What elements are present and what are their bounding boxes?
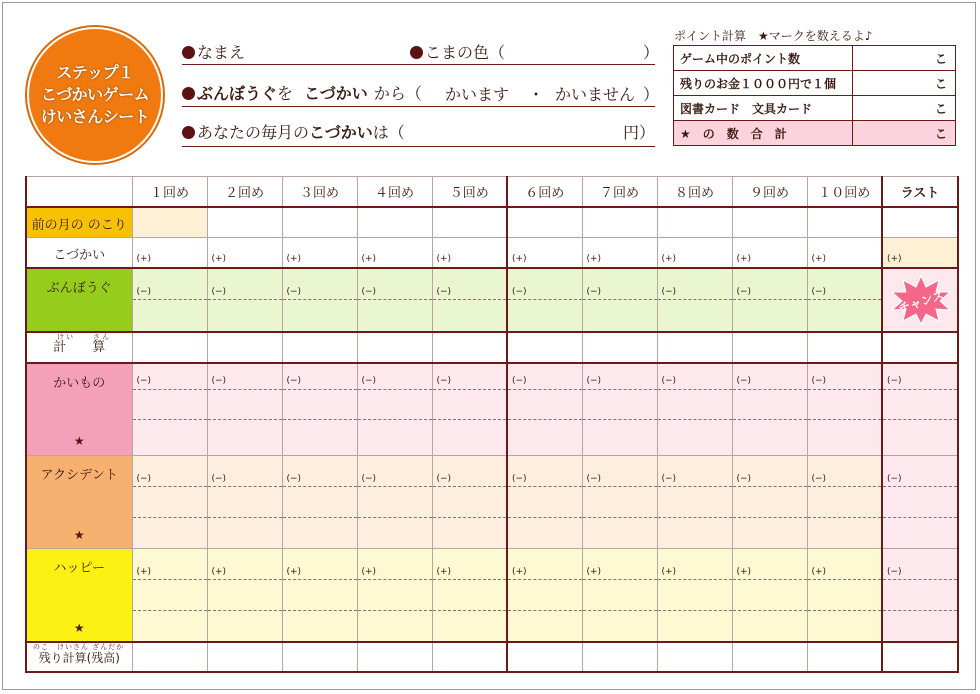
dashed-line: [883, 610, 957, 611]
points-row: [674, 71, 956, 96]
dashed-line: [208, 579, 282, 580]
dashed-line: [658, 419, 732, 420]
dashed-line: [433, 419, 507, 420]
dashed-line: [883, 486, 957, 487]
dashed-line: [808, 610, 882, 611]
calculation-cell[interactable]: [732, 332, 807, 363]
accident-cell[interactable]: [432, 456, 507, 549]
points-value[interactable]: こ: [853, 71, 956, 96]
title-line-2: こづかいゲーム: [40, 85, 150, 104]
sign-mark: (+): [286, 254, 302, 264]
sign-mark: (−): [736, 376, 752, 386]
points-value[interactable]: こ: [853, 46, 956, 71]
sign-mark: (+): [436, 567, 452, 577]
divider: [182, 146, 655, 147]
calculation-cell[interactable]: [207, 332, 282, 363]
dashed-line: [208, 517, 282, 518]
stationery-cell[interactable]: [582, 268, 657, 332]
shopping-cell[interactable]: [657, 363, 732, 456]
bullet-icon: [410, 46, 423, 59]
calculation-cell[interactable]: [432, 332, 507, 363]
dashed-line: [733, 299, 807, 300]
dashed-line: [883, 517, 957, 518]
title-line-3: けいさんシート: [40, 107, 150, 126]
prev-remaining-cell[interactable]: [507, 207, 582, 238]
remaining-balance-cell[interactable]: [807, 642, 882, 672]
points-label: 残りのお金１０００円で１個: [674, 71, 853, 96]
allowance-word: こづかい: [309, 123, 373, 142]
dashed-line: [808, 419, 882, 420]
monthly-open: は（: [372, 123, 405, 142]
sign-mark: (−): [286, 287, 302, 297]
happy-cell[interactable]: [132, 549, 207, 643]
calculation-label: けい さん 計 算: [26, 332, 132, 363]
sign-mark: (−): [436, 287, 452, 297]
piece-color-label: こまの色（: [425, 43, 506, 62]
shopping-cell[interactable]: [882, 363, 958, 456]
corner-cell: [26, 177, 132, 208]
remaining-balance-cell[interactable]: [357, 642, 432, 672]
remaining-balance-cell[interactable]: [732, 642, 807, 672]
allowance-cell[interactable]: [432, 238, 507, 269]
sign-mark: (−): [887, 567, 902, 577]
shopping-cell[interactable]: [432, 363, 507, 456]
sign-mark: (−): [811, 287, 827, 297]
allowance-cell[interactable]: [357, 238, 432, 269]
allowance-cell[interactable]: [132, 238, 207, 269]
stationery-cell[interactable]: [732, 268, 807, 332]
prev-remaining-cell[interactable]: [207, 207, 282, 238]
sign-mark: (−): [211, 376, 227, 386]
nobuy-option[interactable]: かいません: [555, 85, 636, 104]
points-label: 図書カード 文具カード: [674, 96, 853, 121]
sign-mark: (−): [286, 474, 302, 484]
piece-color-field[interactable]: [410, 40, 505, 63]
shopping-row: [26, 363, 958, 456]
remaining-balance-cell[interactable]: [432, 642, 507, 672]
sign-mark: (−): [436, 376, 452, 386]
dashed-line: [808, 299, 882, 300]
happy-cell[interactable]: [207, 549, 282, 643]
dashed-line: [883, 419, 957, 420]
dashed-line: [733, 610, 807, 611]
dashed-line: [508, 419, 582, 420]
points-row: [674, 96, 956, 121]
prev-remaining-cell[interactable]: [582, 207, 657, 238]
sign-mark: (+): [512, 254, 527, 264]
prev-remaining-cell[interactable]: [282, 207, 357, 238]
dashed-line: [508, 299, 582, 300]
prev-remaining-cell[interactable]: [657, 207, 732, 238]
chance-text: チャンス: [896, 287, 946, 316]
stationery-cell[interactable]: [357, 268, 432, 332]
prev-remaining-row: [26, 207, 958, 238]
happy-cell[interactable]: [882, 549, 958, 643]
monthly-label: あなたの毎月の: [197, 123, 310, 142]
accident-cell[interactable]: [882, 456, 958, 549]
title-line-1: ステップ１: [56, 63, 134, 82]
dashed-line: [283, 486, 357, 487]
stationery-cell[interactable]: [207, 268, 282, 332]
calculation-cell[interactable]: [657, 332, 732, 363]
sign-mark: (−): [811, 376, 827, 386]
allowance-cell[interactable]: [882, 238, 958, 269]
sign-mark: (−): [211, 474, 227, 484]
sign-mark: (−): [136, 376, 152, 386]
stationery-cell[interactable]: [507, 268, 582, 332]
star-icon: ★: [73, 528, 85, 542]
sign-mark: (+): [661, 254, 677, 264]
dashed-line: [208, 389, 282, 390]
sign-mark: (+): [887, 254, 902, 264]
stationery-label: ぶんぼうぐ: [26, 268, 132, 332]
divider: [182, 64, 655, 65]
name-field[interactable]: [182, 40, 245, 63]
option-separator: ・: [528, 85, 545, 104]
title-badge: [27, 27, 163, 163]
dashed-line: [808, 579, 882, 580]
calculation-cell[interactable]: [282, 332, 357, 363]
dashed-line: [208, 610, 282, 611]
sign-mark: (−): [512, 287, 527, 297]
yen-label: 円）: [623, 123, 656, 142]
round-header: ６回め: [507, 177, 582, 208]
bullet-icon: [182, 87, 195, 100]
dashed-line: [658, 579, 732, 580]
dashed-line: [133, 389, 207, 390]
round-header: ９回め: [732, 177, 807, 208]
sign-mark: (−): [661, 376, 677, 386]
allowance-cell[interactable]: [657, 238, 732, 269]
allowance-cell[interactable]: [807, 238, 882, 269]
dashed-line: [358, 517, 432, 518]
sign-mark: (−): [286, 376, 302, 386]
sign-mark: (−): [436, 474, 452, 484]
dashed-line: [508, 610, 582, 611]
dashed-line: [883, 579, 957, 580]
stationery-cell[interactable]: [132, 268, 207, 332]
calculation-cell[interactable]: [357, 332, 432, 363]
sign-mark: (−): [887, 376, 902, 386]
points-row-total: [674, 121, 956, 146]
sign-mark: (+): [811, 567, 827, 577]
remaining-balance-cell[interactable]: [282, 642, 357, 672]
sign-mark: (−): [887, 474, 902, 484]
remaining-balance-cell[interactable]: [207, 642, 282, 672]
allowance-label: こづかい: [26, 238, 132, 269]
dashed-line: [508, 486, 582, 487]
dashed-line: [283, 389, 357, 390]
round-header: ３回め: [282, 177, 357, 208]
bullet-icon: [182, 126, 195, 139]
sign-mark: (−): [661, 287, 677, 297]
dashed-line: [133, 486, 207, 487]
sign-mark: (−): [661, 474, 677, 484]
accident-label: アクシデント ★: [26, 456, 132, 549]
dashed-line: [358, 579, 432, 580]
sign-mark: (+): [586, 254, 602, 264]
sign-mark: (+): [136, 254, 152, 264]
sign-mark: (+): [512, 567, 527, 577]
dashed-line: [808, 389, 882, 390]
dashed-line: [208, 299, 282, 300]
sign-mark: (−): [811, 474, 827, 484]
happy-cell[interactable]: [357, 549, 432, 643]
allowance-cell[interactable]: [732, 238, 807, 269]
round-header: ラスト: [882, 177, 958, 208]
happy-cell[interactable]: [432, 549, 507, 643]
allowance-cell[interactable]: [207, 238, 282, 269]
stationery-row: [26, 268, 958, 332]
particle: を: [277, 84, 294, 103]
accident-cell[interactable]: [357, 456, 432, 549]
dashed-line: [658, 517, 732, 518]
sign-mark: (+): [136, 567, 152, 577]
dashed-line: [583, 299, 657, 300]
round-header: ５回め: [432, 177, 507, 208]
remaining-balance-cell[interactable]: [507, 642, 582, 672]
dashed-line: [433, 389, 507, 390]
accident-cell[interactable]: [132, 456, 207, 549]
stationery-question: [182, 81, 422, 104]
sign-mark: (−): [512, 376, 527, 386]
sign-mark: (+): [811, 254, 827, 264]
accident-cell[interactable]: [282, 456, 357, 549]
shopping-cell[interactable]: [132, 363, 207, 456]
accident-cell[interactable]: [807, 456, 882, 549]
happy-cell[interactable]: [807, 549, 882, 643]
happy-label: ハッピー ★: [26, 549, 132, 643]
dashed-line: [658, 389, 732, 390]
allowance-cell[interactable]: [507, 238, 582, 269]
shopping-cell[interactable]: [732, 363, 807, 456]
shopping-cell[interactable]: [582, 363, 657, 456]
sign-mark: (+): [211, 254, 227, 264]
round-header: ２回め: [207, 177, 282, 208]
allowance-word: こづかい: [304, 84, 368, 103]
sign-mark: (+): [286, 567, 302, 577]
dashed-line: [358, 419, 432, 420]
sign-mark: (−): [211, 287, 227, 297]
sign-mark: (−): [736, 287, 752, 297]
sign-mark: (+): [586, 567, 602, 577]
points-value[interactable]: こ: [853, 96, 956, 121]
dashed-line: [883, 389, 957, 390]
accident-cell[interactable]: [207, 456, 282, 549]
prev-remaining-cell[interactable]: [882, 207, 958, 238]
stationery-close: ）: [643, 85, 660, 104]
dashed-line: [583, 419, 657, 420]
sign-mark: (−): [361, 287, 377, 297]
sign-mark: (−): [736, 474, 752, 484]
dashed-line: [283, 610, 357, 611]
sign-mark: (−): [361, 376, 377, 386]
happy-cell[interactable]: [582, 549, 657, 643]
dashed-line: [283, 299, 357, 300]
dashed-line: [358, 486, 432, 487]
points-label: ★ の 数 合 計: [674, 121, 853, 146]
accident-cell[interactable]: [732, 456, 807, 549]
dashed-line: [133, 419, 207, 420]
star-icon: ★: [73, 434, 85, 448]
dashed-line: [283, 517, 357, 518]
points-title: ポイント計算 ★マークを数えるよ♪: [674, 29, 873, 43]
dashed-line: [133, 579, 207, 580]
dashed-line: [658, 299, 732, 300]
dashed-line: [583, 610, 657, 611]
dashed-line: [433, 610, 507, 611]
dashed-line: [133, 517, 207, 518]
stationery-cell[interactable]: [807, 268, 882, 332]
dashed-line: [508, 389, 582, 390]
prev-remaining-cell[interactable]: [732, 207, 807, 238]
dashed-line: [808, 486, 882, 487]
dashed-line: [733, 419, 807, 420]
dashed-line: [283, 419, 357, 420]
dashed-line: [433, 579, 507, 580]
sign-mark: (+): [361, 254, 377, 264]
sign-mark: (−): [586, 376, 602, 386]
remaining-balance-cell[interactable]: [882, 642, 958, 672]
sign-mark: (−): [586, 474, 602, 484]
prev-remaining-cell[interactable]: [132, 207, 207, 238]
buy-option[interactable]: かいます: [445, 85, 510, 104]
dashed-line: [358, 299, 432, 300]
divider: [182, 106, 655, 107]
remaining-balance-cell[interactable]: [657, 642, 732, 672]
stationery-cell[interactable]: [282, 268, 357, 332]
accident-cell[interactable]: [582, 456, 657, 549]
calculation-row: [26, 332, 958, 363]
calculation-cell[interactable]: [582, 332, 657, 363]
calc-table: [25, 176, 959, 673]
prev-remaining-cell[interactable]: [807, 207, 882, 238]
remaining-balance-label: のこ けいさん ざんだか 残り計算(残高): [26, 642, 132, 672]
sign-mark: (−): [136, 474, 152, 484]
chance-burst-icon: [891, 275, 951, 325]
calculation-cell[interactable]: [807, 332, 882, 363]
piece-close: ）: [643, 43, 660, 62]
happy-cell[interactable]: [732, 549, 807, 643]
points-value[interactable]: こ: [853, 121, 956, 146]
calculation-cell[interactable]: [507, 332, 582, 363]
dashed-line: [733, 389, 807, 390]
sign-mark: (+): [361, 567, 377, 577]
dashed-line: [583, 486, 657, 487]
sign-mark: (+): [736, 567, 752, 577]
monthly-allowance-field[interactable]: [182, 120, 405, 143]
shopping-cell[interactable]: [507, 363, 582, 456]
dashed-line: [508, 517, 582, 518]
dashed-line: [583, 517, 657, 518]
sign-mark: (−): [361, 474, 377, 484]
happy-cell[interactable]: [282, 549, 357, 643]
dashed-line: [133, 299, 207, 300]
sign-mark: (−): [136, 287, 152, 297]
header-row: [26, 177, 958, 208]
sign-mark: (+): [211, 567, 227, 577]
dashed-line: [133, 610, 207, 611]
points-table: [673, 45, 956, 146]
dashed-line: [658, 610, 732, 611]
round-header: １０回め: [807, 177, 882, 208]
shopping-label: かいもの ★: [26, 363, 132, 456]
shopping-cell[interactable]: [807, 363, 882, 456]
dashed-line: [658, 486, 732, 487]
dashed-line: [583, 389, 657, 390]
happy-cell[interactable]: [657, 549, 732, 643]
dashed-line: [208, 486, 282, 487]
points-row: [674, 46, 956, 71]
shopping-cell[interactable]: [207, 363, 282, 456]
sign-mark: (−): [586, 287, 602, 297]
allowance-cell[interactable]: [282, 238, 357, 269]
dashed-line: [358, 389, 432, 390]
sign-mark: (+): [736, 254, 752, 264]
remaining-balance-cell[interactable]: [132, 642, 207, 672]
round-header: ８回め: [657, 177, 732, 208]
calculation-cell[interactable]: [882, 332, 958, 363]
stationery-cell[interactable]: [657, 268, 732, 332]
accident-row: [26, 456, 958, 549]
shopping-cell[interactable]: [282, 363, 357, 456]
stationery-cell[interactable]: [432, 268, 507, 332]
round-header: ４回め: [357, 177, 432, 208]
bullet-icon: [182, 46, 195, 59]
dashed-line: [433, 486, 507, 487]
dashed-line: [433, 517, 507, 518]
calculation-cell[interactable]: [132, 332, 207, 363]
dashed-line: [208, 419, 282, 420]
accident-cell[interactable]: [657, 456, 732, 549]
from-label: から（: [373, 84, 422, 103]
happy-row: [26, 549, 958, 643]
sign-mark: (+): [436, 254, 452, 264]
points-label: ゲーム中のポイント数: [674, 46, 853, 71]
prev-remaining-cell[interactable]: [432, 207, 507, 238]
dashed-line: [508, 579, 582, 580]
sign-mark: (−): [512, 474, 527, 484]
stationery-word: ぶんぼうぐ: [197, 84, 278, 103]
prev-remaining-label: 前の月の のこり: [26, 207, 132, 238]
dashed-line: [808, 517, 882, 518]
remaining-balance-cell[interactable]: [582, 642, 657, 672]
name-label: なまえ: [197, 43, 246, 62]
allowance-row: [26, 238, 958, 269]
dashed-line: [733, 486, 807, 487]
dashed-line: [283, 579, 357, 580]
allowance-cell[interactable]: [582, 238, 657, 269]
dashed-line: [358, 610, 432, 611]
dashed-line: [733, 579, 807, 580]
dashed-line: [733, 517, 807, 518]
star-icon: ★: [73, 621, 85, 635]
sign-mark: (+): [661, 567, 677, 577]
stationery-cell[interactable]: [882, 268, 958, 332]
round-header: ７回め: [582, 177, 657, 208]
dashed-line: [583, 579, 657, 580]
dashed-line: [433, 299, 507, 300]
remaining-balance-row: [26, 642, 958, 672]
round-header: １回め: [132, 177, 207, 208]
prev-remaining-cell[interactable]: [357, 207, 432, 238]
shopping-cell[interactable]: [357, 363, 432, 456]
accident-cell[interactable]: [507, 456, 582, 549]
happy-cell[interactable]: [507, 549, 582, 643]
